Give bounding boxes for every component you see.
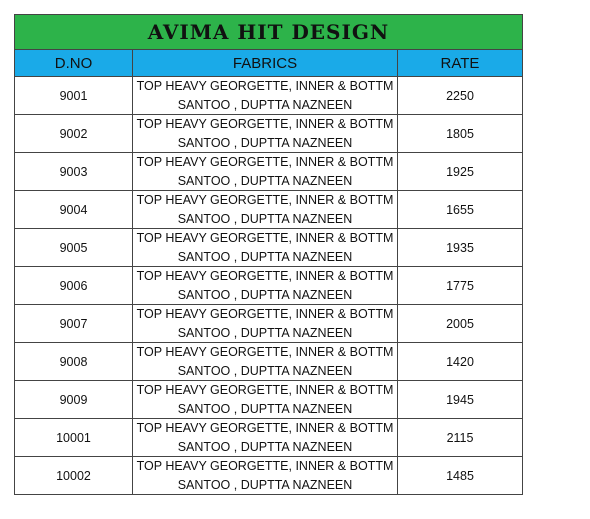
design-number-cell: 10001	[15, 419, 133, 457]
fabrics-line-2: SANTOO , DUPTTA NAZNEEN	[177, 401, 353, 416]
rate-cell: 1805	[398, 115, 523, 153]
rate-cell: 1945	[398, 381, 523, 419]
fabrics-cell	[133, 229, 398, 267]
fabrics-cell	[133, 381, 398, 419]
table-row	[15, 229, 523, 267]
fabrics-line-1: TOP HEAVY GEORGETTE, INNER & BOTTM	[136, 79, 394, 93]
table-row	[15, 305, 523, 343]
table-row	[15, 419, 523, 457]
design-number-cell: 9003	[15, 153, 133, 191]
table-row	[15, 191, 523, 229]
fabrics-line-2: SANTOO , DUPTTA NAZNEEN	[177, 477, 353, 492]
design-number-cell: 9004	[15, 191, 133, 229]
rate-cell: 2005	[398, 305, 523, 343]
fabrics-line-1: TOP HEAVY GEORGETTE, INNER & BOTTM	[136, 345, 394, 359]
fabrics-line-2: SANTOO , DUPTTA NAZNEEN	[177, 211, 353, 226]
design-number-cell: 9007	[15, 305, 133, 343]
table-row	[15, 77, 523, 115]
fabrics-cell	[133, 267, 398, 305]
fabrics-cell	[133, 77, 398, 115]
table-row	[15, 267, 523, 305]
fabrics-line-2: SANTOO , DUPTTA NAZNEEN	[177, 287, 353, 302]
table-row	[15, 381, 523, 419]
fabrics-line-1: TOP HEAVY GEORGETTE, INNER & BOTTM	[136, 383, 394, 397]
table-row	[15, 115, 523, 153]
fabrics-line-1: TOP HEAVY GEORGETTE, INNER & BOTTM	[136, 307, 394, 321]
column-header-dno: D.NO	[15, 50, 133, 77]
sheet-title: AVIMA HIT DESIGN	[15, 15, 523, 50]
rate-cell: 1775	[398, 267, 523, 305]
table-row	[15, 343, 523, 381]
fabrics-line-2: SANTOO , DUPTTA NAZNEEN	[177, 363, 353, 378]
table-row	[15, 153, 523, 191]
fabrics-cell	[133, 419, 398, 457]
price-sheet	[14, 14, 522, 495]
design-number-cell: 9002	[15, 115, 133, 153]
fabrics-line-1: TOP HEAVY GEORGETTE, INNER & BOTTM	[136, 117, 394, 131]
design-number-cell: 9001	[15, 77, 133, 115]
fabrics-line-1: TOP HEAVY GEORGETTE, INNER & BOTTM	[136, 231, 394, 245]
fabrics-cell	[133, 115, 398, 153]
fabrics-cell	[133, 343, 398, 381]
rate-cell: 1935	[398, 229, 523, 267]
fabrics-line-2: SANTOO , DUPTTA NAZNEEN	[177, 97, 353, 112]
design-number-cell: 10002	[15, 457, 133, 495]
rate-cell: 1420	[398, 343, 523, 381]
fabrics-line-1: TOP HEAVY GEORGETTE, INNER & BOTTM	[136, 269, 394, 283]
fabrics-cell	[133, 305, 398, 343]
design-number-cell: 9006	[15, 267, 133, 305]
design-rate-table	[14, 14, 523, 495]
design-number-cell: 9008	[15, 343, 133, 381]
table-row	[15, 457, 523, 495]
column-header-rate: RATE	[398, 50, 523, 77]
fabrics-line-1: TOP HEAVY GEORGETTE, INNER & BOTTM	[136, 155, 394, 169]
header-row	[15, 50, 523, 77]
fabrics-line-2: SANTOO , DUPTTA NAZNEEN	[177, 439, 353, 454]
fabrics-cell	[133, 153, 398, 191]
rate-cell: 1655	[398, 191, 523, 229]
fabrics-line-2: SANTOO , DUPTTA NAZNEEN	[177, 249, 353, 264]
rate-cell: 2250	[398, 77, 523, 115]
fabrics-line-2: SANTOO , DUPTTA NAZNEEN	[177, 173, 353, 188]
design-number-cell: 9005	[15, 229, 133, 267]
fabrics-line-2: SANTOO , DUPTTA NAZNEEN	[177, 135, 353, 150]
fabrics-cell	[133, 191, 398, 229]
fabrics-line-1: TOP HEAVY GEORGETTE, INNER & BOTTM	[136, 193, 394, 207]
rate-cell: 2115	[398, 419, 523, 457]
design-number-cell: 9009	[15, 381, 133, 419]
fabrics-cell	[133, 457, 398, 495]
rate-cell: 1485	[398, 457, 523, 495]
column-header-fabrics: FABRICS	[133, 50, 398, 77]
fabrics-line-2: SANTOO , DUPTTA NAZNEEN	[177, 325, 353, 340]
rate-cell: 1925	[398, 153, 523, 191]
fabrics-line-1: TOP HEAVY GEORGETTE, INNER & BOTTM	[136, 459, 394, 473]
fabrics-line-1: TOP HEAVY GEORGETTE, INNER & BOTTM	[136, 421, 394, 435]
